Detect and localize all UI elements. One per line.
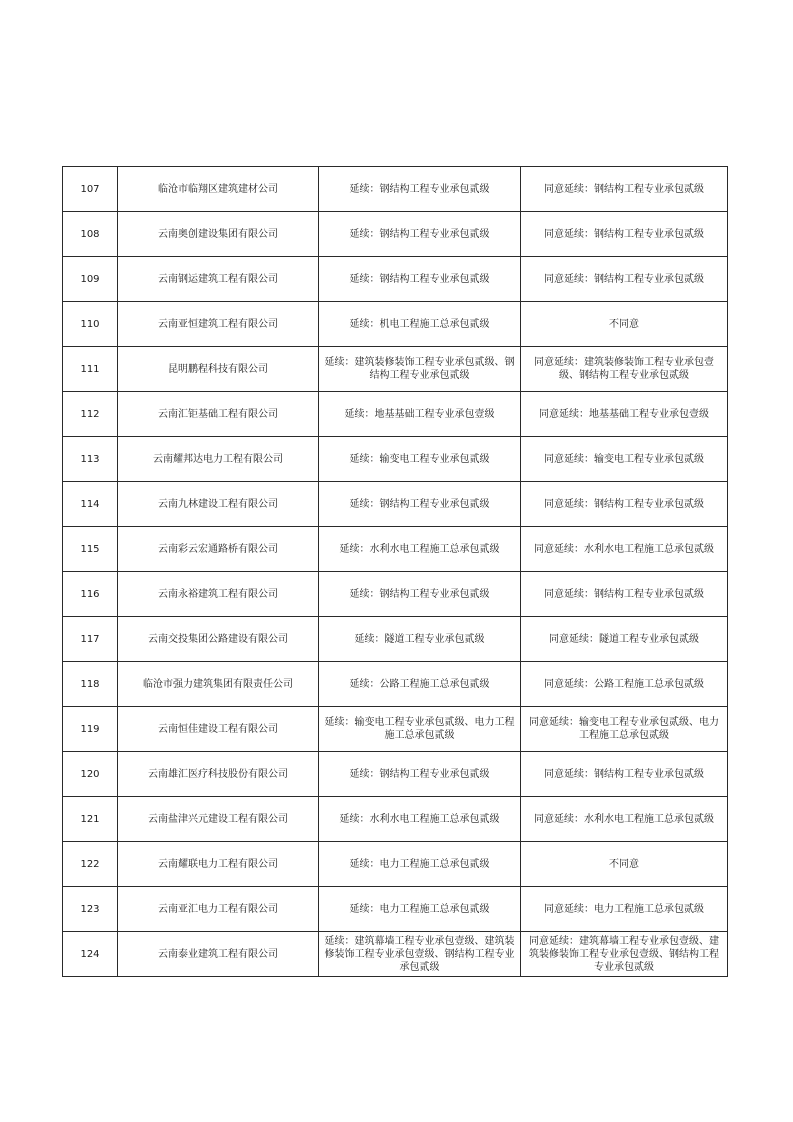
table-row [63, 842, 728, 887]
application-item: 延续：公路工程施工总承包贰级 [319, 662, 521, 707]
row-number: 111 [63, 347, 118, 392]
row-number: 124 [63, 932, 118, 977]
review-result: 同意延续：钢结构工程专业承包贰级 [521, 572, 728, 617]
company-name: 云南九林建设工程有限公司 [118, 482, 319, 527]
review-result: 同意延续：钢结构工程专业承包贰级 [521, 167, 728, 212]
application-item: 延续：建筑装修装饰工程专业承包贰级、钢结构工程专业承包贰级 [319, 347, 521, 392]
company-name: 昆明鹏程科技有限公司 [118, 347, 319, 392]
application-item: 延续：钢结构工程专业承包贰级 [319, 752, 521, 797]
table-row [63, 797, 728, 842]
table-row [63, 167, 728, 212]
row-number: 122 [63, 842, 118, 887]
row-number: 119 [63, 707, 118, 752]
row-number: 107 [63, 167, 118, 212]
application-item: 延续：钢结构工程专业承包贰级 [319, 257, 521, 302]
review-result: 同意延续：公路工程施工总承包贰级 [521, 662, 728, 707]
review-result: 同意延续：钢结构工程专业承包贰级 [521, 482, 728, 527]
review-result: 同意延续：隧道工程专业承包贰级 [521, 617, 728, 662]
table-row [63, 572, 728, 617]
application-item: 延续：水利水电工程施工总承包贰级 [319, 527, 521, 572]
row-number: 109 [63, 257, 118, 302]
table-row [63, 257, 728, 302]
table-row [63, 932, 728, 977]
company-name: 云南亚汇电力工程有限公司 [118, 887, 319, 932]
row-number: 118 [63, 662, 118, 707]
application-item: 延续：输变电工程专业承包贰级 [319, 437, 521, 482]
row-number: 114 [63, 482, 118, 527]
application-item: 延续：建筑幕墙工程专业承包壹级、建筑装修装饰工程专业承包壹级、钢结构工程专业承包贰级 [319, 932, 521, 977]
review-result: 同意延续：地基基础工程专业承包壹级 [521, 392, 728, 437]
review-result: 同意延续：水利水电工程施工总承包贰级 [521, 527, 728, 572]
table-row [63, 527, 728, 572]
company-name: 云南恒佳建设工程有限公司 [118, 707, 319, 752]
row-number: 116 [63, 572, 118, 617]
company-name: 云南耀邦达电力工程有限公司 [118, 437, 319, 482]
review-result: 同意延续：建筑装修装饰工程专业承包壹级、钢结构工程专业承包贰级 [521, 347, 728, 392]
application-item: 延续：地基基础工程专业承包壹级 [319, 392, 521, 437]
company-name: 云南泰业建筑工程有限公司 [118, 932, 319, 977]
table-row [63, 392, 728, 437]
company-name: 云南永裕建筑工程有限公司 [118, 572, 319, 617]
company-name: 云南奥创建设集团有限公司 [118, 212, 319, 257]
row-number: 110 [63, 302, 118, 347]
company-name: 云南雄汇医疗科技股份有限公司 [118, 752, 319, 797]
table-row [63, 887, 728, 932]
application-item: 延续：水利水电工程施工总承包贰级 [319, 797, 521, 842]
review-result: 同意延续：水利水电工程施工总承包贰级 [521, 797, 728, 842]
table-row [63, 482, 728, 527]
application-item: 延续：电力工程施工总承包贰级 [319, 887, 521, 932]
company-name: 云南彩云宏通路桥有限公司 [118, 527, 319, 572]
application-item: 延续：机电工程施工总承包贰级 [319, 302, 521, 347]
company-name: 云南钢运建筑工程有限公司 [118, 257, 319, 302]
review-result: 同意延续：输变电工程专业承包贰级、电力工程施工总承包贰级 [521, 707, 728, 752]
review-result: 同意延续：建筑幕墙工程专业承包壹级、建筑装修装饰工程专业承包壹级、钢结构工程专业承包贰级 [521, 932, 728, 977]
row-number: 112 [63, 392, 118, 437]
review-result: 不同意 [521, 842, 728, 887]
application-item: 延续：钢结构工程专业承包贰级 [319, 482, 521, 527]
review-result: 同意延续：钢结构工程专业承包贰级 [521, 752, 728, 797]
company-name: 云南亚恒建筑工程有限公司 [118, 302, 319, 347]
table-row [63, 617, 728, 662]
review-result: 同意延续：输变电工程专业承包贰级 [521, 437, 728, 482]
review-result: 不同意 [521, 302, 728, 347]
row-number: 113 [63, 437, 118, 482]
application-item: 延续：电力工程施工总承包贰级 [319, 842, 521, 887]
table-row [63, 302, 728, 347]
table-row [63, 662, 728, 707]
company-name: 临沧市强力建筑集团有限责任公司 [118, 662, 319, 707]
company-name: 临沧市临翔区建筑建材公司 [118, 167, 319, 212]
review-result: 同意延续：电力工程施工总承包贰级 [521, 887, 728, 932]
review-result: 同意延续：钢结构工程专业承包贰级 [521, 257, 728, 302]
row-number: 108 [63, 212, 118, 257]
row-number: 123 [63, 887, 118, 932]
table-row [63, 437, 728, 482]
row-number: 120 [63, 752, 118, 797]
application-item: 延续：钢结构工程专业承包贰级 [319, 167, 521, 212]
row-number: 117 [63, 617, 118, 662]
row-number: 121 [63, 797, 118, 842]
qualification-table [62, 166, 728, 977]
company-name: 云南汇钜基础工程有限公司 [118, 392, 319, 437]
company-name: 云南耀联电力工程有限公司 [118, 842, 319, 887]
application-item: 延续：钢结构工程专业承包贰级 [319, 572, 521, 617]
row-number: 115 [63, 527, 118, 572]
table-row [63, 752, 728, 797]
table-row [63, 347, 728, 392]
table-row [63, 707, 728, 752]
application-item: 延续：隧道工程专业承包贰级 [319, 617, 521, 662]
company-name: 云南交投集团公路建设有限公司 [118, 617, 319, 662]
application-item: 延续：输变电工程专业承包贰级、电力工程施工总承包贰级 [319, 707, 521, 752]
review-result: 同意延续：钢结构工程专业承包贰级 [521, 212, 728, 257]
application-item: 延续：钢结构工程专业承包贰级 [319, 212, 521, 257]
table-row [63, 212, 728, 257]
company-name: 云南盐津兴元建设工程有限公司 [118, 797, 319, 842]
